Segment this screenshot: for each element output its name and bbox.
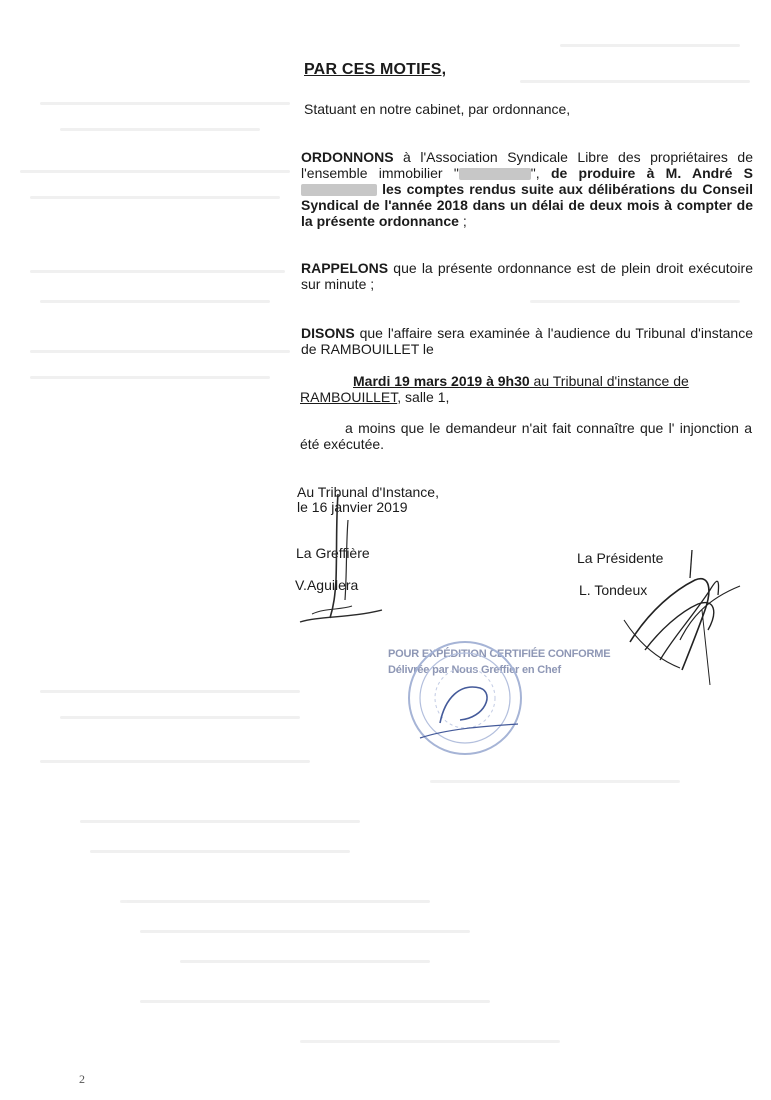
audience-line-2	[300, 389, 449, 405]
ordonnons-paragraph	[301, 149, 753, 229]
disons-keyword: DISONS	[301, 325, 355, 341]
rappelons-paragraph	[301, 260, 753, 292]
rappelons-keyword: RAPPELONS	[301, 260, 389, 276]
audience-salle: , salle 1,	[397, 389, 450, 405]
disons-text: que l'affaire sera examinée à l'audience du Tribunal d'instance de RAMBOUILLET le	[301, 325, 753, 357]
audience-line-1	[353, 373, 689, 389]
presidente-role: La Présidente	[577, 550, 664, 566]
page-number: 2	[79, 1072, 85, 1086]
audience-place-2: RAMBOUILLET	[300, 389, 398, 405]
ordonnons-bold-1: de produire à M. André S	[550, 165, 754, 181]
ordonnons-text-2: ",	[530, 165, 551, 181]
disons-paragraph	[301, 325, 753, 357]
greffiere-role: La Greffière	[296, 545, 370, 561]
greffiere-name: V.Aguilera	[295, 577, 359, 593]
stamp-line-2: Délivrée par Nous Greffier en Chef	[388, 664, 561, 676]
greffiere-signature	[290, 490, 390, 635]
ordonnons-end: ;	[458, 213, 467, 229]
presidente-name: L. Tondeux	[579, 582, 648, 598]
ordonnons-keyword: ORDONNONS	[301, 149, 394, 165]
moins-paragraph: a moins que le demandeur n'ait fait connaître que l' injonction a été exécutée.	[300, 420, 752, 452]
audience-date: Mardi 19 mars 2019 à 9h30	[353, 373, 530, 389]
presidente-signature	[620, 550, 750, 690]
intro-line: Statuant en notre cabinet, par ordonnance,	[304, 101, 571, 117]
audience-place-1: au Tribunal d'instance de	[529, 373, 689, 389]
ordonnons-bold-2: les comptes rendus suite aux délibérations du Conseil Syndical de l'année 2018 dans un délai de deux mois à compter de la présente ordonnance	[301, 181, 753, 229]
rappelons-text: que la présente ordonnance est de plein droit exécutoire sur minute ;	[301, 260, 753, 292]
redaction-block	[459, 168, 531, 180]
place-line: Au Tribunal d'Instance,	[297, 484, 439, 500]
redaction-block-name	[301, 184, 377, 196]
section-heading: PAR CES MOTIFS,	[304, 61, 447, 78]
court-seal-icon	[400, 628, 530, 758]
stamp-line-1: POUR EXPÉDITION CERTIFIÉE CONFORME	[388, 648, 611, 660]
date-line: le 16 janvier 2019	[297, 499, 408, 515]
ordonnons-text-1: à l'Association Syndicale Libre des propriétaires de l'ensemble immobilier "	[301, 149, 753, 181]
